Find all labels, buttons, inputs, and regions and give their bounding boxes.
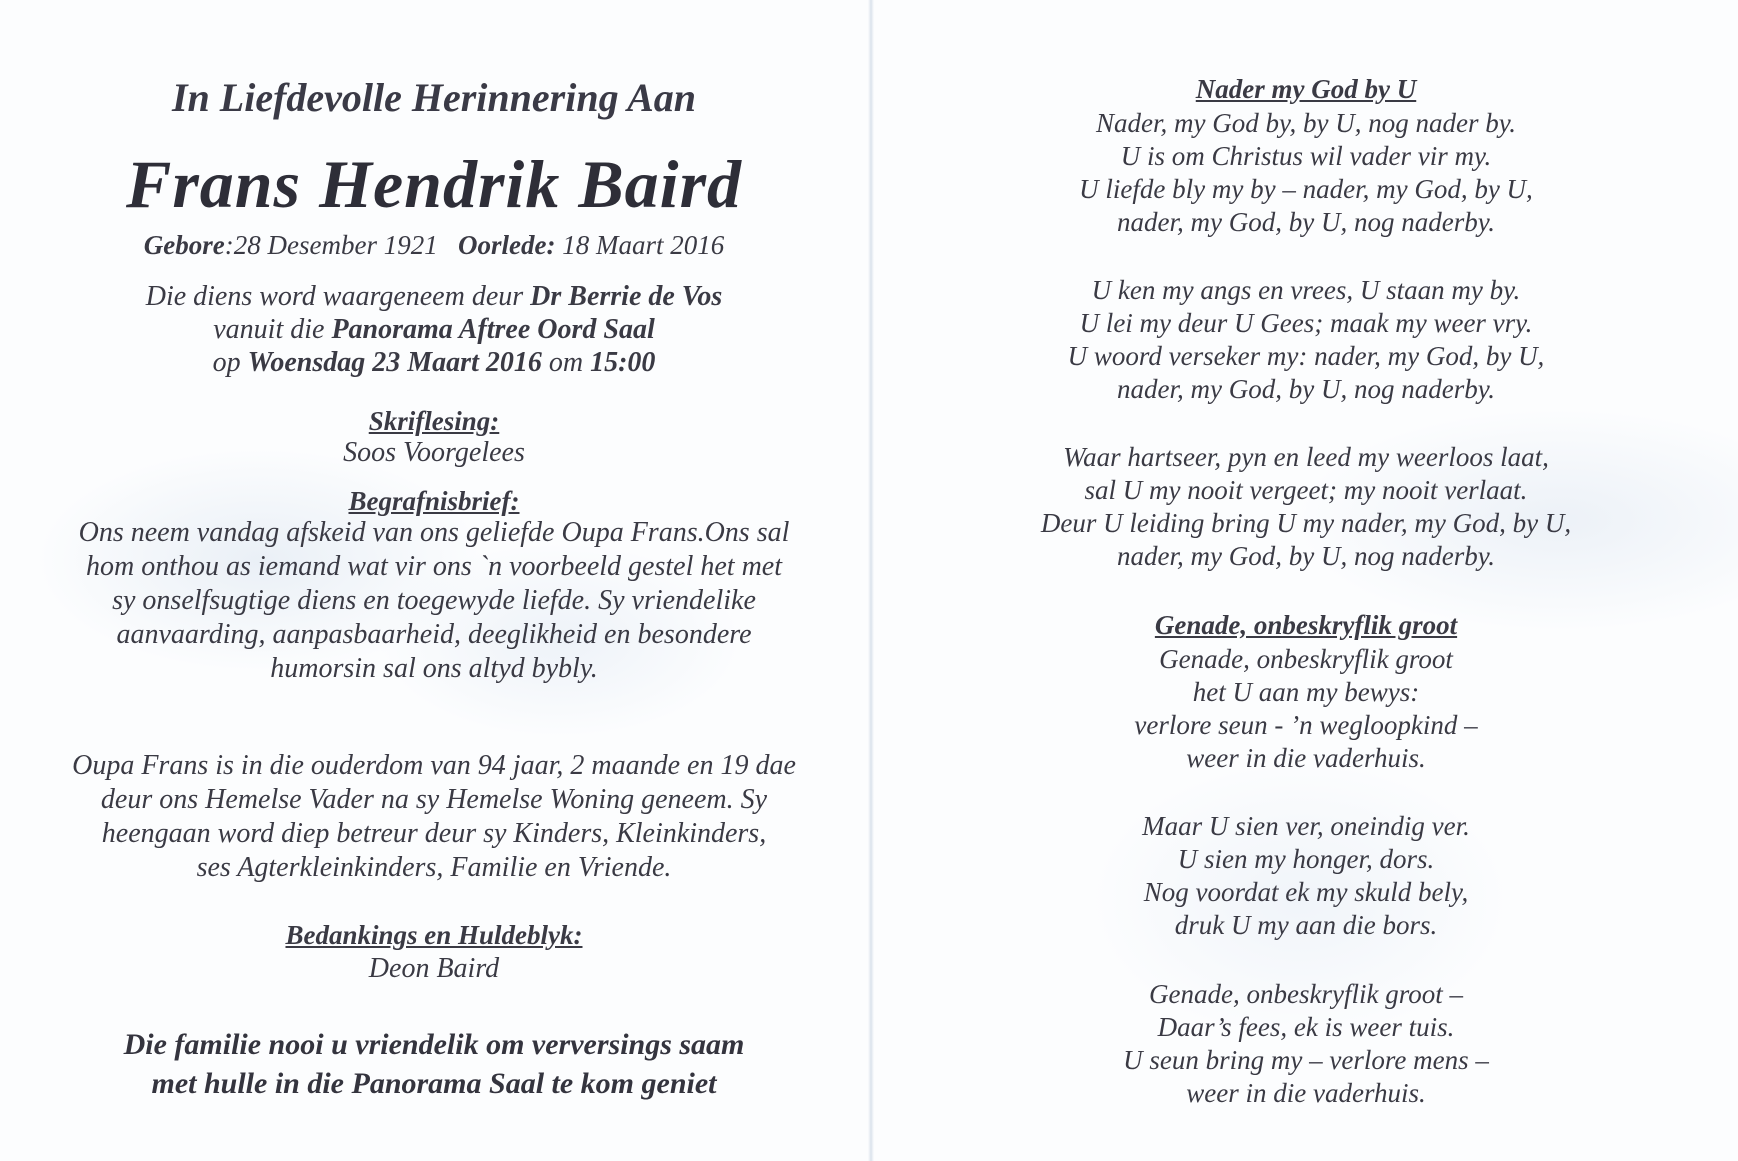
letter-line: humorsin sal ons altyd bybly.	[270, 653, 598, 684]
hymn2-line: druk U my aan die bors.	[1174, 910, 1438, 940]
thanks-text: Deon Baird	[368, 953, 500, 984]
hymn2-line: weer in die vaderhuis.	[1186, 743, 1426, 773]
service-line-3	[0, 349, 868, 377]
letter-line: Ons neem vandag afskeid van ons geliefde Oupa Frans.Ons sal	[78, 517, 790, 548]
minister-name: Dr Berrie de Vos	[530, 281, 723, 312]
hymn2-line: het U aan my bewys:	[1192, 677, 1420, 707]
closing-line: Die familie nooi u vriendelik om verversings saam	[123, 1028, 745, 1061]
memorial-heading: In Liefdevolle Herinnering Aan	[171, 75, 697, 120]
hymn1-line: Deur U leiding bring U my nader, my God, by U,	[1040, 508, 1572, 538]
died-label: Oorlede:	[457, 230, 556, 260]
hymn1-line: U lei my deur U Gees; maak my weer vry.	[1079, 308, 1533, 338]
letter-line: aanvaarding, aanpasbaarheid, deeglikheid en besondere	[116, 619, 752, 650]
venue-name: Panorama Aftree Oord Saal	[331, 314, 655, 345]
hymn1-title: Nader my God by U	[1195, 74, 1417, 104]
hymn1-line: nader, my God, by U, nog naderby.	[1117, 541, 1495, 571]
letter-line: hom onthou as iemand wat vir ons `n voorbeeld gestel het met	[85, 551, 782, 582]
hymn1-line: nader, my God, by U, nog naderby.	[1117, 207, 1495, 237]
hymn2-line: Nog voordat ek my skuld bely,	[1143, 877, 1469, 907]
service-text: Die diens word waargeneem deur	[145, 281, 531, 312]
age-line: ses Agterkleinkinders, Familie en Vriende.	[196, 852, 672, 883]
letter-line: sy onselfsugtige diens en toegewyde liefde. Sy vriendelike	[112, 585, 756, 616]
age-line: deur ons Hemelse Vader na sy Hemelse Woning geneem. Sy	[100, 784, 768, 815]
life-dates	[0, 232, 868, 259]
hymn2-line: Maar U sien ver, oneindig ver.	[1142, 811, 1470, 841]
hymn2-line: U seun bring my – verlore mens –	[1123, 1045, 1489, 1075]
closing-line: met hulle in die Panorama Saal te kom geniet	[151, 1067, 717, 1100]
service-text: op	[212, 347, 248, 378]
hymn2-title: Genade, onbeskryflik groot	[1154, 610, 1458, 640]
service-line-1	[0, 283, 868, 311]
born-date: :28 Desember 1921	[224, 230, 438, 260]
reading-heading: Skriflesing:	[368, 406, 500, 436]
hymn1-line: U ken my angs en vrees, U staan my by.	[1091, 275, 1521, 305]
hymn2-line: Genade, onbeskryflik groot	[1159, 644, 1453, 674]
letter-heading: Begrafnisbrief:	[348, 486, 520, 516]
hymn1-line: U woord verseker my: nader, my God, by U,	[1067, 341, 1545, 371]
hymn1-line: U liefde bly my by – nader, my God, by U,	[1079, 174, 1533, 204]
reading-text: Soos Voorgelees	[343, 437, 525, 468]
hymn1-line: Waar hartseer, pyn en leed my weerloos laat,	[1063, 442, 1549, 472]
hymn1-line: Nader, my God by, by U, nog nader by.	[1096, 108, 1516, 138]
born-label: Gebore	[143, 230, 225, 260]
service-text: vanuit die	[213, 314, 332, 345]
hymn1-line: sal U my nooit vergeet; my nooit verlaat.	[1084, 475, 1528, 505]
age-line: heengaan word diep betreur deur sy Kinders, Kleinkinders,	[101, 818, 767, 849]
hymn1-line: U is om Christus wil vader vir my.	[1120, 141, 1492, 171]
service-line-2	[0, 316, 868, 344]
hymn2-line: U sien my honger, dors.	[1177, 844, 1435, 874]
died-date: 18 Maart 2016	[555, 230, 725, 260]
hymn2-line: Genade, onbeskryflik groot –	[1149, 979, 1463, 1009]
deceased-name: Frans Hendrik Baird	[125, 146, 743, 222]
hymn2-line: Daar’s fees, ek is weer tuis.	[1157, 1012, 1455, 1042]
thanks-heading: Bedankings en Huldeblyk:	[285, 920, 583, 950]
service-date: Woensdag 23 Maart 2016	[247, 347, 542, 378]
service-time: 15:00	[590, 347, 656, 378]
service-text: om	[541, 347, 591, 378]
age-line: Oupa Frans is in die ouderdom van 94 jaar, 2 maande en 19 dae	[72, 750, 796, 781]
hymn2-line: verlore seun - ’n wegloopkind –	[1134, 710, 1478, 740]
hymn1-line: nader, my God, by U, nog naderby.	[1117, 374, 1495, 404]
hymn2-line: weer in die vaderhuis.	[1186, 1078, 1426, 1108]
